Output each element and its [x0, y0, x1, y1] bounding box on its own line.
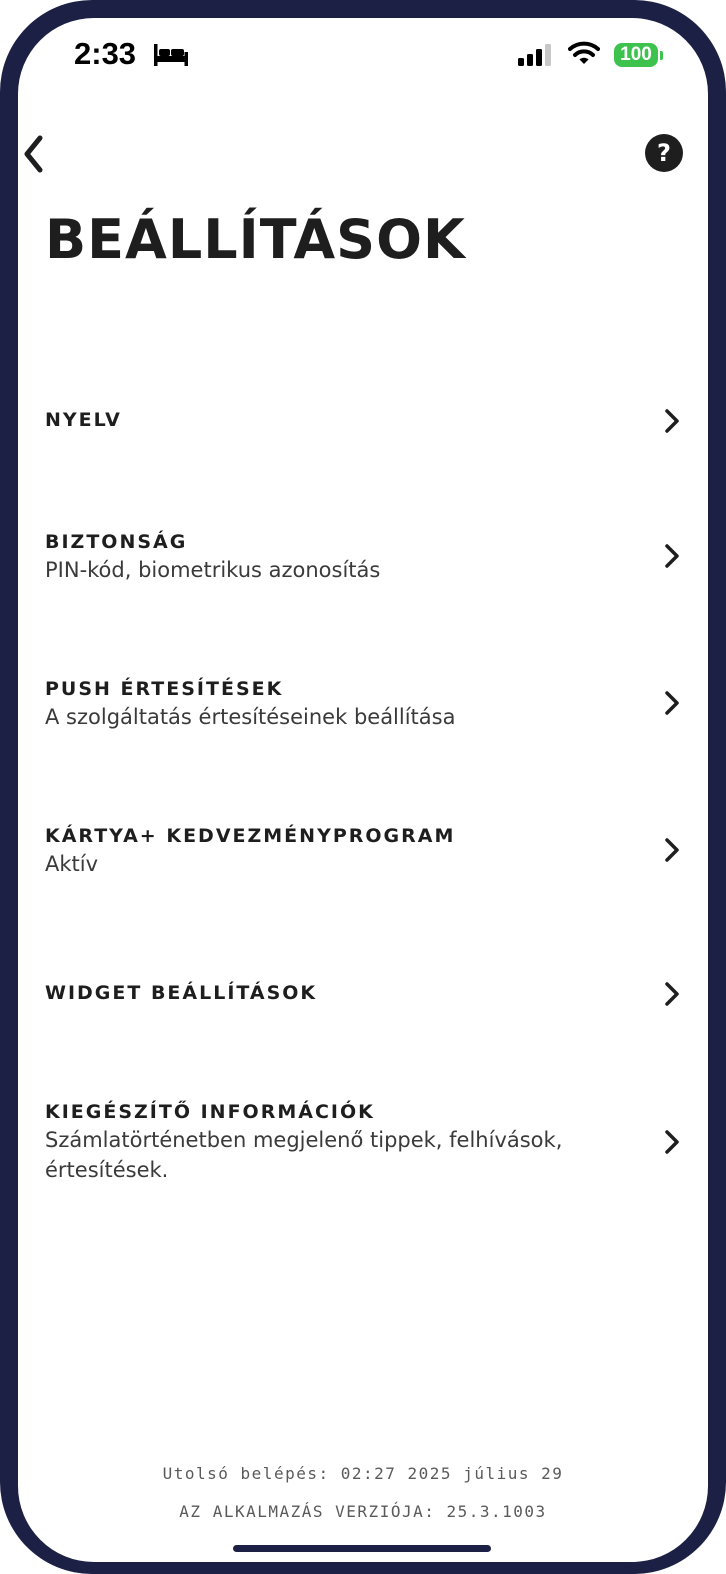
chevron-right-icon — [664, 1129, 680, 1155]
last-login-text: Utolsó belépés: 02:27 2025 július 29 — [162, 1464, 564, 1483]
settings-item-label: PUSH ÉRTESÍTÉSEK — [45, 678, 284, 700]
home-indicator[interactable] — [233, 1545, 491, 1552]
bed-icon — [154, 44, 188, 66]
settings-item-label: WIDGET BEÁLLÍTÁSOK — [45, 982, 318, 1004]
chevron-right-icon — [664, 543, 680, 569]
status-time: 2:33 — [74, 36, 137, 71]
battery-tip — [660, 51, 663, 60]
settings-item-label: KIEGÉSZÍTŐ INFORMÁCIÓK — [45, 1101, 375, 1123]
settings-item-subtitle: A szolgáltatás értesítéseinek beállítása — [45, 705, 456, 729]
settings-item-widget[interactable] — [18, 968, 708, 1058]
settings-item-subtitle: Számlatörténetben megjelenő tippek, felhívások, értesítések. — [45, 1128, 563, 1182]
app-screen — [18, 18, 708, 1562]
settings-item-security[interactable] — [18, 513, 708, 623]
settings-item-additional-info[interactable] — [18, 1087, 708, 1217]
chevron-left-icon[interactable] — [22, 134, 48, 174]
chevron-right-icon — [664, 408, 680, 434]
settings-item-card-plus-program[interactable] — [18, 807, 708, 917]
help-glyph: ? — [657, 139, 671, 167]
chevron-right-icon — [664, 837, 680, 863]
settings-item-label: BIZTONSÁG — [45, 531, 188, 553]
settings-item-language[interactable] — [18, 378, 708, 468]
question-circle-icon[interactable] — [645, 134, 683, 172]
app-version-text: AZ ALKALMAZÁS VERZIÓJA: 25.3.1003 — [179, 1502, 547, 1521]
battery-indicator: 100 — [614, 43, 658, 67]
chevron-right-icon — [664, 981, 680, 1007]
settings-item-label: NYELV — [45, 409, 122, 431]
cellular-signal-icon — [518, 44, 554, 66]
settings-item-subtitle: PIN-kód, biometrikus azonosítás — [45, 558, 381, 582]
page-title: BEÁLLÍTÁSOK — [45, 208, 466, 271]
settings-item-label: KÁRTYA+ KEDVEZMÉNYPROGRAM — [45, 825, 456, 847]
wifi-icon — [568, 40, 600, 66]
chevron-right-icon — [664, 690, 680, 716]
settings-item-push-notifications[interactable] — [18, 660, 708, 770]
settings-item-subtitle: Aktív — [45, 852, 99, 876]
